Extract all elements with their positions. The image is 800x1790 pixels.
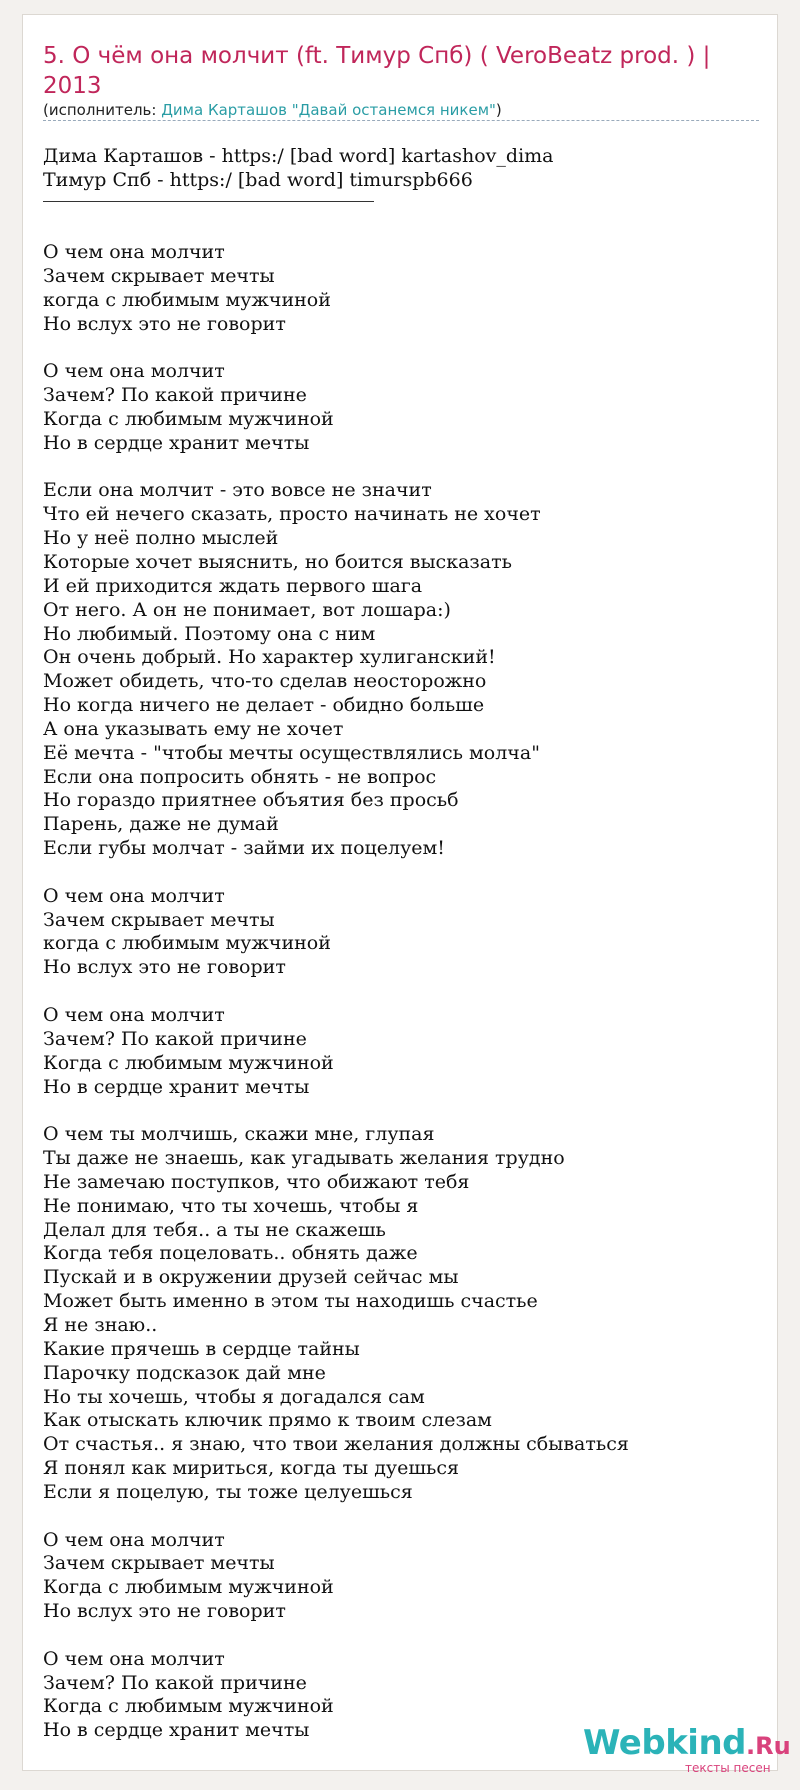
lyric-line: О чем она молчит bbox=[43, 360, 225, 383]
lyric-line: Но в сердце хранит мечты bbox=[43, 431, 310, 454]
lyric-line: Зачем? По какой причине bbox=[43, 384, 307, 407]
lyric-line: Я понял как мириться, когда ты дуешься bbox=[43, 1457, 459, 1480]
lyric-line: Но вслух это не говорит bbox=[43, 1600, 286, 1623]
lyric-line: Зачем скрывает мечты bbox=[43, 908, 275, 931]
lyric-line: Но вслух это не говорит bbox=[43, 312, 286, 335]
logo-name: Webkind bbox=[583, 1723, 746, 1763]
lyric-line: Он очень добрый. Но характер хулиганский! bbox=[43, 646, 496, 669]
lyric-line: Когда с любимым мужчиной bbox=[43, 1695, 334, 1718]
lyric-line: О чем она молчит bbox=[43, 1647, 225, 1670]
lyric-line: Которые хочет выяснить, но боится высказать bbox=[43, 550, 512, 573]
lyric-line: Делал для тебя.. а ты не скажешь bbox=[43, 1218, 386, 1241]
lyric-line: Но у неё полно мыслей bbox=[43, 527, 279, 550]
stanza-gap bbox=[43, 980, 763, 1004]
lyric-line: Когда с любимым мужчиной bbox=[43, 407, 334, 430]
lyric-line: И ей приходится ждать первого шага bbox=[43, 574, 423, 597]
performer-suffix: ) bbox=[495, 101, 502, 119]
lyric-line: Может быть именно в этом ты находишь счастье bbox=[43, 1290, 538, 1313]
lyric-line: Но гораздо приятнее объятия без просьб bbox=[43, 789, 459, 812]
lyrics-card bbox=[22, 14, 791, 1775]
credit-line: Дима Карташов - https:/ [bad word] kartashov_dima bbox=[43, 145, 554, 167]
lyric-line: Не замечаю поступков, что обижают тебя bbox=[43, 1170, 470, 1193]
lyric-line: Зачем скрывает мечты bbox=[43, 264, 275, 287]
lyric-line: О чем ты молчишь, скажи мне, глупая bbox=[43, 1123, 435, 1146]
lyric-line: Но в сердце хранит мечты bbox=[43, 1719, 310, 1742]
lyric-line: Когда с любимым мужчиной bbox=[43, 1576, 334, 1599]
lyric-line: А она указывать ему не хочет bbox=[43, 717, 344, 740]
stanza-gap bbox=[43, 861, 763, 885]
lyric-line: Парень, даже не думай bbox=[43, 813, 279, 836]
lyric-line: Как отыскать ключик прямо к твоим слезам bbox=[43, 1409, 492, 1432]
lyric-line: Её мечта - "чтобы мечты осуществлялись молча" bbox=[43, 741, 540, 764]
lyric-line: О чем она молчит bbox=[43, 1004, 225, 1026]
lyric-line: Пускай и в окружении друзей сейчас мы bbox=[43, 1266, 459, 1289]
lyric-line: Если я поцелую, ты тоже целуешься bbox=[43, 1480, 413, 1503]
lyric-line: О чем она молчит bbox=[43, 241, 225, 263]
lyric-line: Что ей нечего сказать, просто начинать не хочет bbox=[43, 503, 541, 526]
lyric-line: Может обидеть, что-то сделав неосторожно bbox=[43, 670, 487, 693]
stanza-gap bbox=[43, 1624, 763, 1648]
lyric-line: Зачем? По какой причине bbox=[43, 1671, 307, 1694]
lyric-line: Парочку подсказок дай мне bbox=[43, 1361, 326, 1384]
lyric-line: Какие прячешь в сердце тайны bbox=[43, 1337, 360, 1360]
performer-link[interactable]: Дима Карташов "Давай останемся никем" bbox=[161, 101, 496, 119]
song-title: 5. О чём она молчит (ft. Тимур Спб) ( VeroBeatz prod. ) | 2013 bbox=[43, 43, 711, 99]
lyric-line: когда с любимым мужчиной bbox=[43, 288, 331, 311]
lyrics-text bbox=[43, 241, 763, 1743]
lyric-line: Но в сердце хранит мечты bbox=[43, 1075, 310, 1098]
credits bbox=[43, 144, 763, 192]
lyric-line: От счастья.. я знаю, что твои желания должны сбываться bbox=[43, 1433, 629, 1456]
lyric-line: Я не знаю.. bbox=[43, 1313, 158, 1336]
lyric-line: Но ты хочешь, чтобы я догадался сам bbox=[43, 1385, 425, 1408]
lyric-line: Если она попросить обнять - не вопрос bbox=[43, 765, 437, 788]
lyric-line: когда с любимым мужчиной bbox=[43, 932, 331, 955]
lyric-line: Не понимаю, что ты хочешь, чтобы я bbox=[43, 1194, 419, 1217]
lyric-line: Если она молчит - это вовсе не значит bbox=[43, 479, 432, 502]
lyric-line: Но вслух это не говорит bbox=[43, 956, 286, 979]
lyric-line: О чем она молчит bbox=[43, 884, 225, 907]
lyric-line: От него. А он не понимает, вот лошара:) bbox=[43, 598, 451, 621]
stanza-gap bbox=[43, 456, 763, 480]
lyric-line: Но любимый. Поэтому она с ним bbox=[43, 622, 376, 645]
lyric-line: О чем она молчит bbox=[43, 1528, 225, 1551]
lyric-line: Зачем скрывает мечты bbox=[43, 1552, 275, 1575]
logo-tagline: тексты песен bbox=[685, 1761, 771, 1775]
stanza-gap bbox=[43, 336, 763, 360]
lyric-line: Но когда ничего не делает - обидно больше bbox=[43, 694, 485, 717]
performer-line bbox=[43, 100, 759, 121]
performer-prefix: (исполнитель: bbox=[43, 101, 162, 119]
logo-tld: .Ru bbox=[746, 1732, 791, 1760]
credit-line: Тимур Спб - https:/ [bad word] timurspb666 bbox=[43, 168, 473, 191]
lyric-line: Ты даже не знаешь, как угадывать желания трудно bbox=[43, 1147, 565, 1170]
divider bbox=[43, 201, 374, 202]
stanza-gap bbox=[43, 1099, 763, 1123]
stanza-gap bbox=[43, 1505, 763, 1529]
site-logo[interactable] bbox=[583, 1723, 791, 1763]
lyric-line: Когда с любимым мужчиной bbox=[43, 1051, 334, 1074]
lyric-line: Зачем? По какой причине bbox=[43, 1027, 307, 1050]
lyric-line: Если губы молчат - займи их поцелуем! bbox=[43, 837, 445, 860]
lyric-line: Когда тебя поцеловать.. обнять даже bbox=[43, 1242, 418, 1265]
